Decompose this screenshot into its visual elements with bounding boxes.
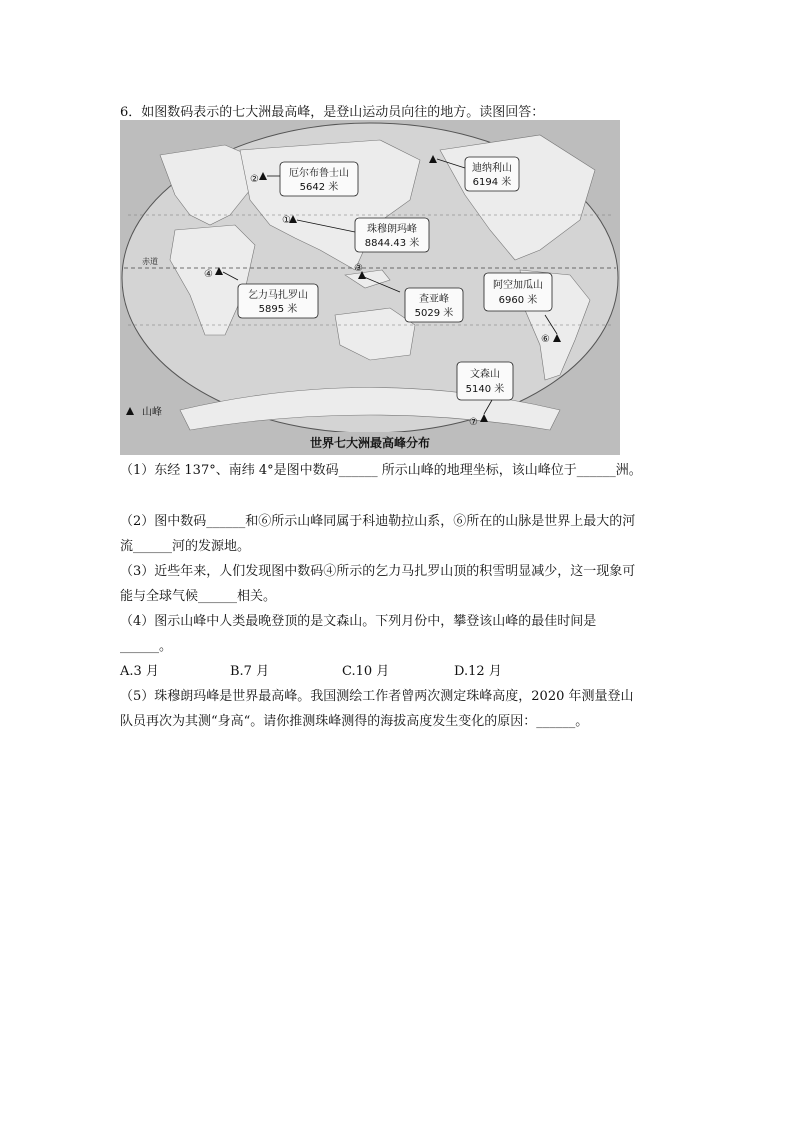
svg-text:⑥: ⑥ (541, 334, 550, 345)
question-4-line-2: ______。 (120, 639, 173, 654)
svg-text:6960 米: 6960 米 (498, 295, 538, 306)
svg-text:8844.43 米: 8844.43 米 (364, 238, 420, 249)
label-box-elbrus (280, 162, 358, 196)
svg-text:④: ④ (204, 269, 213, 280)
choice-a[interactable]: A.3 月 (120, 664, 159, 679)
svg-text:乞力马扎罗山: 乞力马扎罗山 (248, 290, 308, 301)
svg-text:珠穆朗玛峰: 珠穆朗玛峰 (367, 224, 417, 235)
svg-text:5140 米: 5140 米 (465, 384, 505, 395)
map-svg (120, 120, 620, 455)
question-3-line-1: （3）近些年来，人们发现图中数码④所示的乞力马扎罗山顶的积雪明显减少，这一现象可 (120, 564, 636, 579)
svg-text:文森山: 文森山 (470, 369, 500, 380)
question-5-line-2: 队员再次为其测“身高“。请你推测珠峰测得的海拔高度发生变化的原因：______。 (120, 714, 589, 729)
equator-label: 赤道 (142, 257, 158, 266)
label-box-denali (465, 157, 519, 191)
svg-text:③: ③ (354, 263, 363, 274)
choice-c[interactable]: C.10 月 (342, 664, 390, 679)
choice-d[interactable]: D.12 月 (454, 664, 502, 679)
label-box-kilimanjaro (238, 284, 318, 318)
svg-text:厄尔布鲁士山: 厄尔布鲁士山 (289, 168, 349, 179)
question-1: （1）东经 137°、南纬 4°是图中数码______ 所示山峰的地理坐标，该山峰位于______洲。 (120, 463, 642, 478)
svg-text:查亚峰: 查亚峰 (419, 294, 449, 305)
svg-text:5642 米: 5642 米 (299, 182, 339, 193)
choice-b[interactable]: B.7 月 (230, 664, 270, 679)
svg-text:②: ② (250, 174, 259, 185)
svg-text:⑦: ⑦ (469, 417, 478, 428)
label-box-aconcagua (484, 273, 552, 311)
svg-text:6194 米: 6194 米 (472, 177, 512, 188)
svg-text:①: ① (282, 215, 291, 226)
question-3-line-2: 能与全球气候______相关。 (120, 589, 277, 604)
question-5-line-1: （5）珠穆朗玛峰是世界最高峰。我国测绘工作者曾两次测定珠峰高度，2020 年测量登山 (120, 689, 634, 704)
answer-choices (120, 663, 620, 681)
question-2-line-1: （2）图中数码______和⑥所示山峰同属于科迪勒拉山系，⑥所在的山脉是世界上最大的河 (120, 514, 636, 529)
svg-text:山峰: 山峰 (142, 407, 162, 418)
label-box-puncak-jaya (405, 288, 463, 322)
label-box-vinson (457, 362, 513, 400)
question-2-line-2: 流______河的发源地。 (120, 539, 251, 554)
label-box-everest (355, 218, 429, 252)
svg-text:5029 米: 5029 米 (414, 308, 454, 319)
question-4-line-1: （4）图示山峰中人类最晚登顶的是文森山。下列月份中，攀登该山峰的最佳时间是 (120, 614, 597, 629)
svg-text:迪纳利山: 迪纳利山 (472, 163, 512, 174)
svg-text:阿空加瓜山: 阿空加瓜山 (493, 280, 543, 291)
question-title: 6．如图数码表示的七大洲最高峰，是登山运动员向往的地方。读图回答： (120, 105, 545, 120)
svg-text:5895 米: 5895 米 (258, 304, 298, 315)
world-peaks-map (120, 120, 620, 455)
map-caption: 世界七大洲最高峰分布 (309, 436, 431, 450)
